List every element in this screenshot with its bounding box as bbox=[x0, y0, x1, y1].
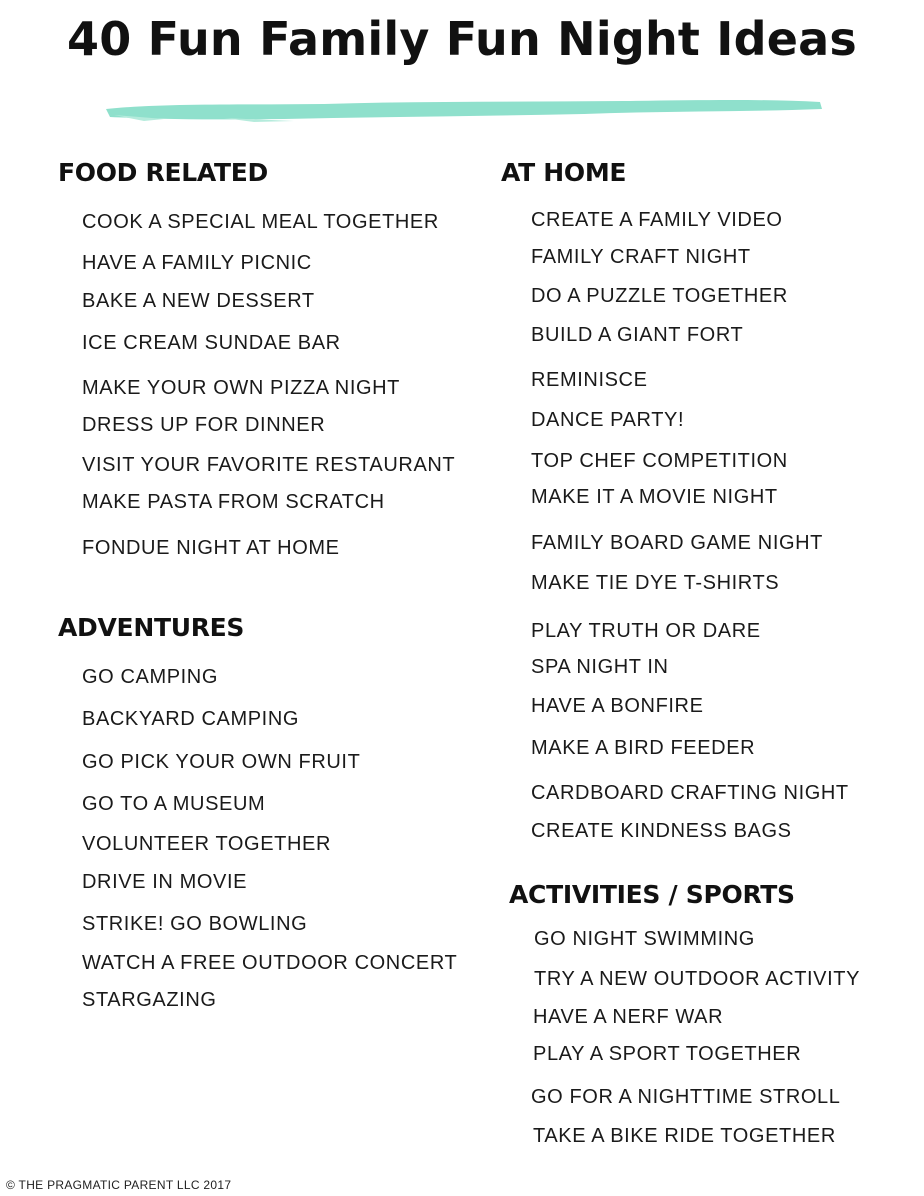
list-item: BAKE A NEW DESSERT bbox=[82, 290, 315, 312]
list-item: TOP CHEF COMPETITION bbox=[531, 450, 788, 472]
list-item: DRESS UP FOR DINNER bbox=[82, 414, 326, 436]
list-item: CREATE KINDNESS BAGS bbox=[531, 820, 792, 842]
section-heading-adventures: ADVENTURES bbox=[58, 613, 245, 642]
list-item: FAMILY BOARD GAME NIGHT bbox=[531, 532, 823, 554]
list-item: PLAY TRUTH OR DARE bbox=[531, 620, 761, 642]
list-item: TAKE A BIKE RIDE TOGETHER bbox=[533, 1125, 836, 1147]
list-item: CARDBOARD CRAFTING NIGHT bbox=[531, 782, 849, 804]
list-item: FAMILY CRAFT NIGHT bbox=[531, 246, 751, 268]
list-item: DANCE PARTY! bbox=[531, 409, 685, 431]
list-item: GO NIGHT SWIMMING bbox=[534, 928, 755, 950]
list-item: VISIT YOUR FAVORITE RESTAURANT bbox=[82, 454, 456, 476]
list-item: STARGAZING bbox=[82, 989, 217, 1011]
list-item: WATCH A FREE OUTDOOR CONCERT bbox=[82, 952, 458, 974]
list-item: GO TO A MUSEUM bbox=[82, 793, 266, 815]
list-item: BUILD A GIANT FORT bbox=[531, 324, 744, 346]
list-item: FONDUE NIGHT AT HOME bbox=[82, 537, 340, 559]
list-item: BACKYARD CAMPING bbox=[82, 708, 300, 730]
section-heading-food: FOOD RELATED bbox=[58, 158, 268, 187]
list-item: CREATE A FAMILY VIDEO bbox=[531, 209, 783, 231]
list-item: HAVE A FAMILY PICNIC bbox=[82, 252, 312, 274]
list-item: HAVE A NERF WAR bbox=[533, 1006, 724, 1028]
list-item: TRY A NEW OUTDOOR ACTIVITY bbox=[534, 968, 861, 990]
list-item: COOK A SPECIAL MEAL TOGETHER bbox=[82, 211, 439, 233]
list-item: VOLUNTEER TOGETHER bbox=[82, 833, 331, 855]
list-item: GO CAMPING bbox=[82, 666, 219, 688]
section-heading-activities: ACTIVITIES / SPORTS bbox=[509, 880, 795, 909]
list-item: MAKE YOUR OWN PIZZA NIGHT bbox=[82, 377, 400, 399]
brush-stroke-divider bbox=[104, 97, 824, 123]
list-item: MAKE TIE DYE T-SHIRTS bbox=[531, 572, 780, 594]
list-item: GO FOR A NIGHTTIME STROLL bbox=[531, 1086, 841, 1108]
list-item: MAKE PASTA FROM SCRATCH bbox=[82, 491, 385, 513]
copyright-footer: © THE PRAGMATIC PARENT LLC 2017 bbox=[6, 1178, 232, 1192]
list-item: PLAY A SPORT TOGETHER bbox=[533, 1043, 802, 1065]
list-item: SPA NIGHT IN bbox=[531, 656, 669, 678]
list-item: MAKE IT A MOVIE NIGHT bbox=[531, 486, 778, 508]
list-item: DO A PUZZLE TOGETHER bbox=[531, 285, 788, 307]
list-item: MAKE A BIRD FEEDER bbox=[531, 737, 756, 759]
list-item: STRIKE! GO BOWLING bbox=[82, 913, 308, 935]
list-item: DRIVE IN MOVIE bbox=[82, 871, 248, 893]
list-item: GO PICK YOUR OWN FRUIT bbox=[82, 751, 361, 773]
section-heading-home: AT HOME bbox=[501, 158, 627, 187]
list-item: REMINISCE bbox=[531, 369, 648, 391]
list-item: ICE CREAM SUNDAE BAR bbox=[82, 332, 341, 354]
list-item: HAVE A BONFIRE bbox=[531, 695, 704, 717]
page-title: 40 Fun Family Fun Night Ideas bbox=[67, 12, 857, 66]
